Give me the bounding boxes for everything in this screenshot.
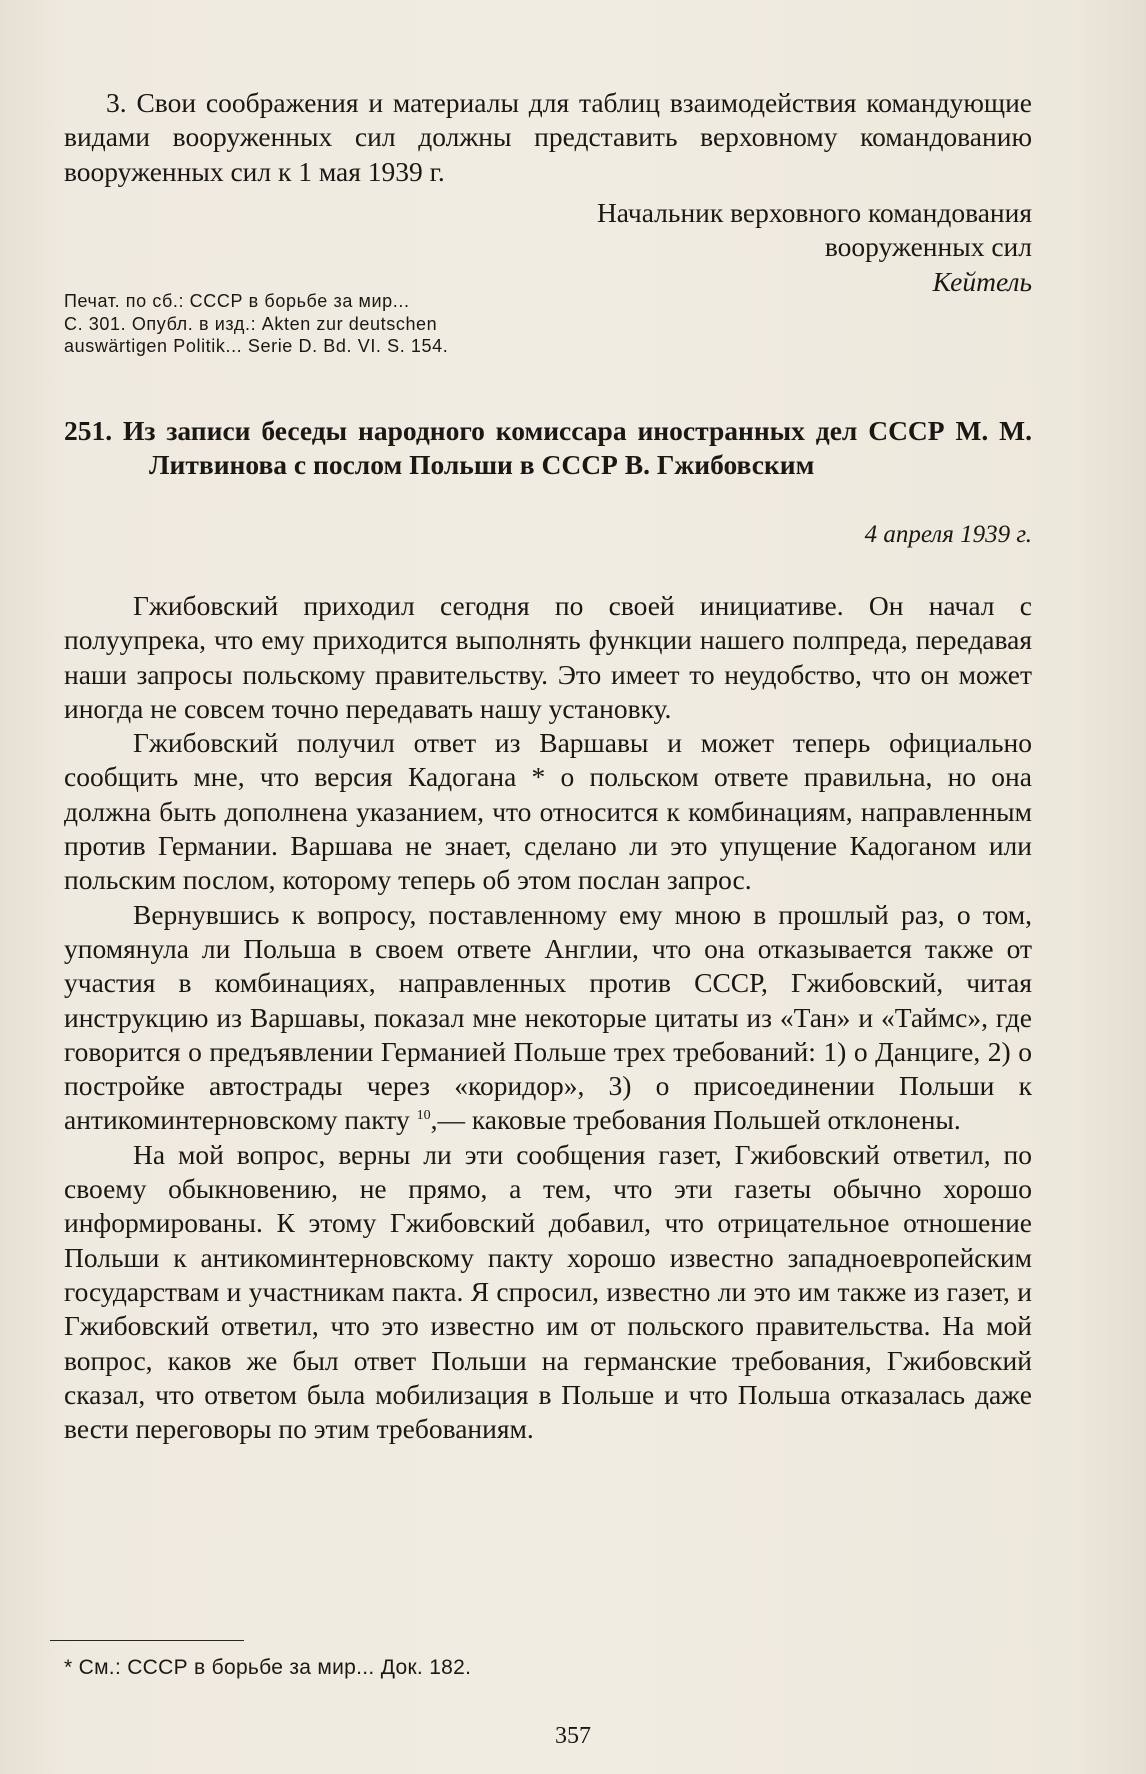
body-paragraph-2: Гжибовский получил ответ из Варшавы и может теперь официально сообщить мне, что версия Кадогана * о польском ответе правильна, но она должна быть дополнена указанием, что относится к комбинациям, направленным против Германии. Варшава не знает, сделано ли это упущение Кадоганом или польским послом, которому теперь об этом послан запрос. <box>64 727 1032 896</box>
source-citation <box>64 290 1032 358</box>
body-paragraph-1: Гжибовский приходил сегодня по своей инициативе. Он начал с полуупрека, что ему приходится выполнять функции нашего полпреда, передавая наши запросы польскому правительству. Это имеет то неудобство, что он может иногда не совсем точно передавать нашу установку. <box>64 590 1032 724</box>
source-line-3: auswärtigen Politik... Serie D. Bd. VI. S. 154. <box>64 336 449 356</box>
source-line-2: С. 301. Опубл. в изд.: Akten zur deutschen <box>64 313 438 334</box>
endnote-marker: 10 <box>416 1108 431 1124</box>
body-paragraph-4: На мой вопрос, верны ли эти сообщения газет, Гжибовский ответил, по своему обыкновению, не прямо, а тем, что эти газеты обычно хорошо информированы. К этому Гжибовский добавил, что отрицательное отношение Польши к антикоминтерновскому пакту хорошо известно западноевропейским государствам и участникам пакта. Я спросил, известно ли это им также из газет, и Гжибовский ответил, что это известно им от польского правительства. На мой вопрос, каков же был ответ Польши на германские требования, Гжибовский сказал, что ответом была мобилизация в Польше и что Польша отказалась даже вести переговоры по этим требованиям. <box>64 1138 1032 1445</box>
document-heading <box>64 414 1032 483</box>
signature-title-line1: Начальник верховного командования <box>596 197 1032 228</box>
body-paragraph-3 <box>64 898 1032 1138</box>
point-3-paragraph: 3. Свои соображения и материалы для таблиц взаимодействия командующие видами вооруженных сил должны представить верховному командованию вооруженных сил к 1 мая 1939 г. <box>64 87 1032 187</box>
footnote-divider <box>50 1640 244 1641</box>
document-number: 251. <box>64 415 113 446</box>
source-line-1: Печат. по сб.: СССР в борьбе за мир... <box>64 291 410 311</box>
footnote: * См.: СССР в борьбе за мир... Док. 182. <box>64 1656 472 1679</box>
document-date-block <box>64 521 1032 549</box>
body-paragraph-3-text: Вернувшись к вопросу, поставленному ему мною в прошлый раз, о том, упомянула ли Польша в своем ответе Англии, что она отказывается также от участия в комбинациях, направленных против СССР, Гжибовский, читая инструкцию из Варшавы, показал мне некоторые цитаты из «Тан» и «Таймс», где говорится о предъявлении Германией Польше трех требований: 1) о Данциге, 2) о постройке автострады через «коридор», 3) о присоединении Польши к антикоминтерновскому пакту <box>64 898 1032 1136</box>
signature-name: Кейтель <box>932 265 1032 297</box>
page-number: 357 <box>555 1723 591 1749</box>
document-title-text: Из записи беседы народного комиссара иностранных дел СССР М. М. Литвинова с послом Польши в СССР В. Гжибовским <box>123 415 1033 481</box>
signature-block <box>64 196 1032 299</box>
signature-title-line2: вооруженных сил <box>824 231 1032 263</box>
document-body <box>64 589 1032 1446</box>
point-3-section <box>64 86 1032 189</box>
body-paragraph-3-end: ,— каковые требования Польшей отклонены. <box>430 1104 961 1136</box>
document-title <box>64 414 1032 483</box>
document-date: 4 апреля 1939 г. <box>864 521 1032 548</box>
